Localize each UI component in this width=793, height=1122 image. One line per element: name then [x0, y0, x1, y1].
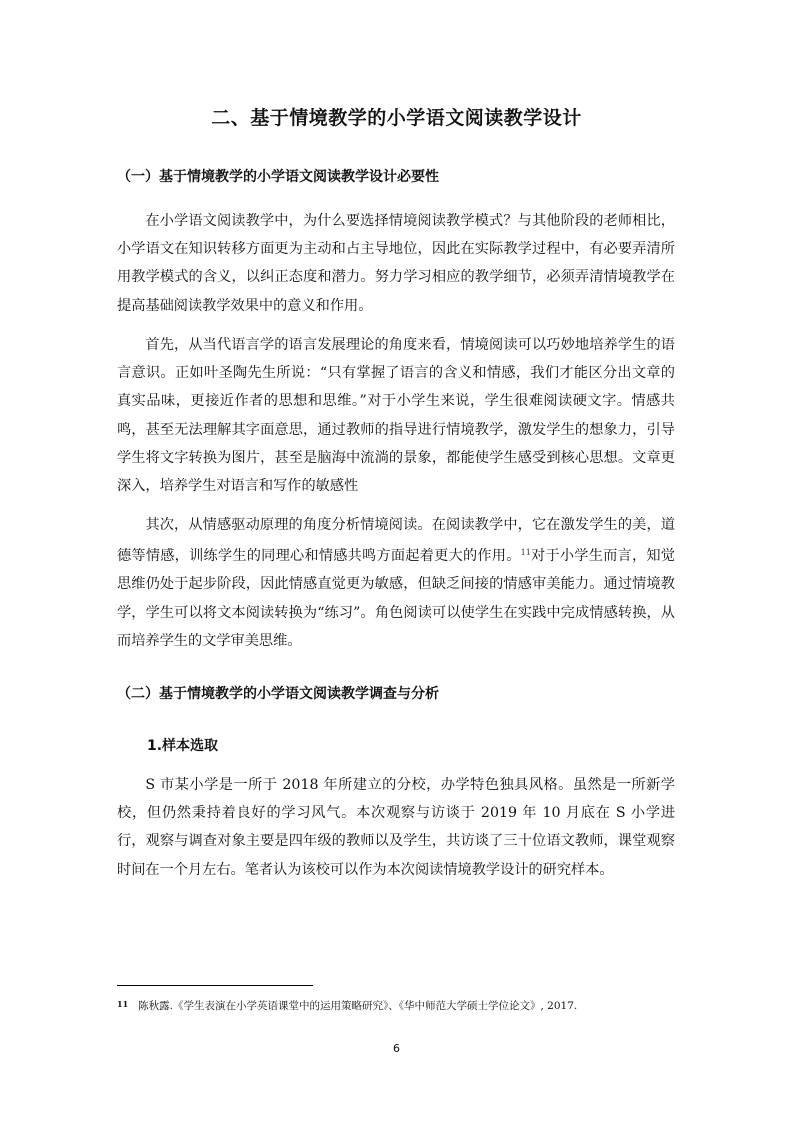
footnote-text: 陈秋露.《学生表演在小学英语课堂中的运用策略研究》、《华中师范大学硕士学位论文》, 2017. — [138, 1000, 578, 1012]
paragraph-1: 在小学语文阅读教学中，为什么要选择情境阅读教学模式？与其他阶段的老师相比，小学语文在知识转移方面更为主动和占主导地位，因此在实际教学过程中，有必要弄清所用教学模式的含义，以纠正态度和潜力。努力学习相应的教学细节，必须弄清情境教学在提高基础阅读教学效果中的意义和作用。 — [117, 213, 675, 314]
footnote — [117, 998, 687, 1013]
paragraph-3-part-a: 其次，从情感驱动原理的角度分析情境阅读。在阅读教学中，它在激发学生的美，道德等情感，训练学生的同理心和情感共鸣方面起着更大的作用。 — [117, 517, 675, 565]
footnote-ref: 11 — [520, 548, 531, 558]
paragraph-2: 首先，从当代语言学的语言发展理论的角度来看，情境阅读可以巧妙地培养学生的语言意识。正如叶圣陶先生所说：“只有掌握了语言的含义和情感，我们才能区分出文章的真实品味，更接近作者的思想和思维。”对于小学生来说，学生很难阅读硬文字。情感共鸣，甚至无法理解其字面意思，通过教师的指导进行情境教学，激发学生的想象力，引导学生将文字转换为图片，甚至是脑海中流淌的景象，都能使学生感受到核心思想。文章更深入，培养学生对语言和写作的敏感性 — [117, 337, 675, 495]
page-number: 6 — [393, 1042, 400, 1055]
subsection-heading-sample: 1.样本选取 — [147, 738, 219, 754]
paragraph-3 — [117, 511, 675, 655]
section-heading-survey: （二）基于情境教学的小学语文阅读教学调查与分析 — [117, 686, 439, 702]
footnote-divider — [117, 985, 313, 986]
section-heading-necessity: （一）基于情境教学的小学语文阅读教学设计必要性 — [117, 169, 439, 185]
page-title: 二、基于情境教学的小学语文阅读教学设计 — [211, 107, 582, 129]
paragraph-4: S 市某小学是一所于 2018 年所建立的分校，办学特色独具风格。虽然是一所新学校，但仍然秉持着良好的学习风气。本次观察与访谈于 2019 年 10 月底在 S 小学进行，观察与调查对象主要是四年级的教师以及学生，共访谈了三十位语文教师，课堂观察时间在一个月左右。笔者认为该校可以作为本次阅读情境教学设计的研究样本。 — [117, 777, 675, 878]
footnote-number: 11 — [117, 999, 129, 1009]
paragraph-3-part-b: 对于小学生而言，知觉思维仍处于起步阶段，因此情感直觉更为敏感，但缺乏间接的情感审美能力。通过情境教学，学生可以将文本阅读转换为“练习”。角色阅读可以使学生在实践中完成情感转换，从而培养学生的文学审美思维。 — [117, 548, 675, 649]
